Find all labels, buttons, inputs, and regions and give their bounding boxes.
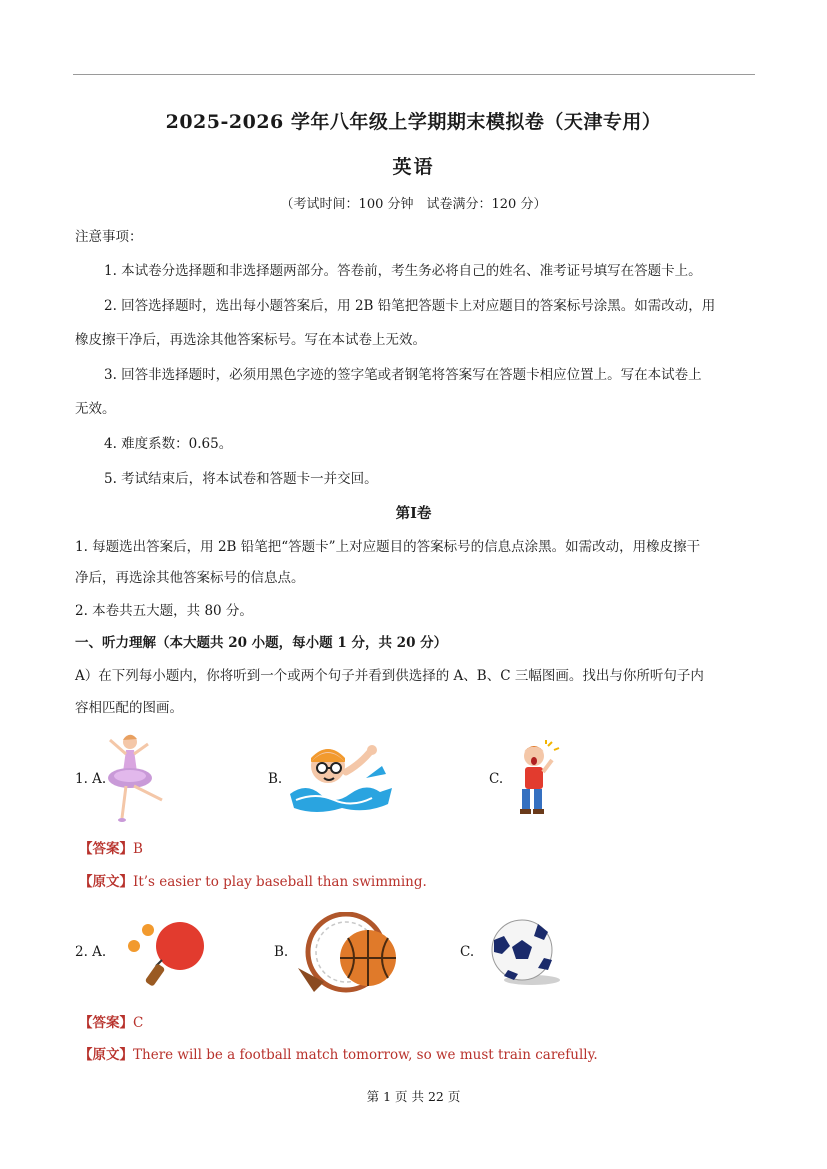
notice-item: 橡皮擦干净后，再选涂其他答案标号。写在本试卷上无效。 <box>75 332 426 348</box>
script-text: There will be a football match tomorrow, so we must train carefully. <box>133 1047 598 1063</box>
exam-info: （考试时间：100 分钟 试卷满分：120 分） <box>280 197 547 212</box>
page-title: 2025-2026 学年八年级上学期期末模拟卷（天津专用） <box>165 111 662 133</box>
notice-item: 3. 回答非选择题时，必须用黑色字迹的签字笔或者钢笔将答案写在答题卡相应位置上。写在本试卷上 <box>104 367 702 383</box>
notice-heading: 注意事项： <box>75 229 143 245</box>
script-text: It’s easier to play baseball than swimming. <box>133 874 427 890</box>
basketball-hoop-image <box>294 912 406 996</box>
soccer-ball-image <box>488 918 562 986</box>
option-c-label: C. <box>460 944 475 960</box>
answer-tag: 【答案】 <box>79 1015 133 1031</box>
section-rule: 1. 每题选出答案后，用 2B 铅笔把“答题卡”上对应题目的答案标号的信息点涂黑。如需改动，用橡皮擦干 <box>75 539 701 555</box>
option-b-label: B. <box>274 944 289 960</box>
section-rule: 净后，再选涂其他答案标号的信息点。 <box>75 570 305 586</box>
part-a-instruction: 容相匹配的图画。 <box>75 700 183 716</box>
option-c-label: C. <box>489 771 504 787</box>
answer-line-2 <box>79 1015 143 1032</box>
notice-item: 5. 考试结束后，将本试卷和答题卡一并交回。 <box>104 471 378 487</box>
part-title: 一、听力理解（本大题共 20 小题，每小题 1 分，共 20 分） <box>75 635 448 651</box>
singer-image <box>512 740 562 818</box>
script-line-1 <box>79 874 427 891</box>
option-b-label: B. <box>268 771 283 787</box>
answer-value: C <box>133 1015 144 1031</box>
subject-title: 英语 <box>392 156 435 178</box>
notice-item: 无效。 <box>75 401 116 417</box>
script-tag: 【原文】 <box>79 1047 133 1063</box>
header-rule <box>73 74 755 75</box>
notice-item: 4. 难度系数：0.65。 <box>104 436 233 452</box>
section-heading: 第Ⅰ卷 <box>395 505 432 522</box>
answer-value: B <box>133 841 143 857</box>
section-rule: 2. 本卷共五大题，共 80 分。 <box>75 603 253 619</box>
notice-item: 1. 本试卷分选择题和非选择题两部分。答卷前，考生务必将自己的姓名、准考证号填写在答题卡上。 <box>104 263 702 279</box>
swimmer-image <box>286 738 396 820</box>
ballet-dancer-image <box>104 730 174 826</box>
notice-item: 2. 回答选择题时，选出每小题答案后，用 2B 铅笔把答题卡上对应题目的答案标号涂黑。如需改动，用 <box>104 298 716 314</box>
script-tag: 【原文】 <box>79 874 133 890</box>
ping-pong-image <box>124 916 208 988</box>
script-line-2 <box>79 1047 598 1064</box>
answer-tag: 【答案】 <box>79 841 133 857</box>
question-2-label: 2. A. <box>75 944 107 960</box>
question-1-label: 1. A. <box>75 771 107 787</box>
page-footer: 第 1 页 共 22 页 <box>366 1089 461 1104</box>
part-a-instruction: A）在下列每小题内，你将听到一个或两个句子并看到供选择的 A、B、C 三幅图画。找出与你所听句子内 <box>75 668 704 684</box>
answer-line-1 <box>79 841 143 858</box>
